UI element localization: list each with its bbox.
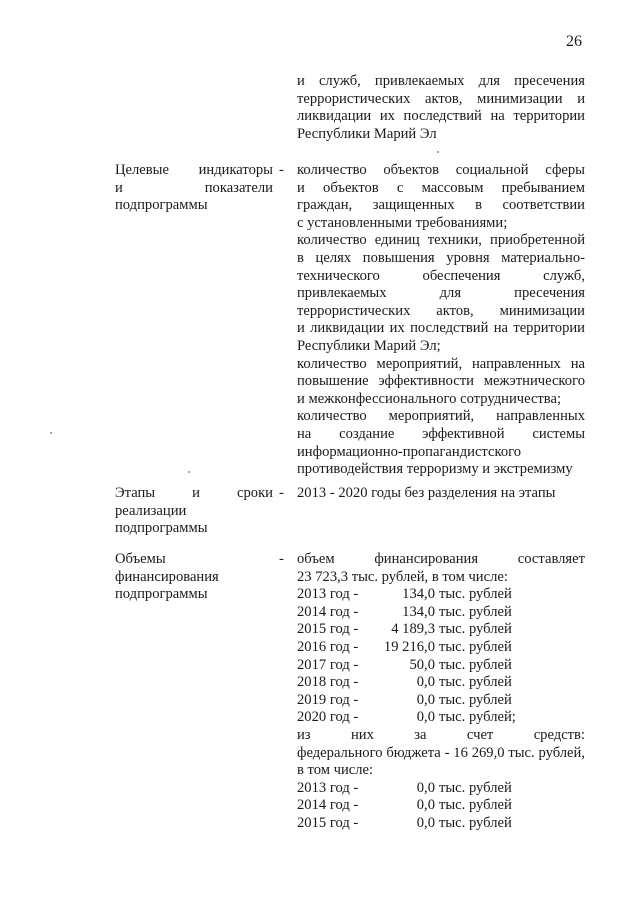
page-number: 26 (566, 33, 582, 50)
text-line: 2013 - 2020 годы без разделения на этапы (297, 485, 556, 501)
text-line: граждан, защищенных в соответствии (297, 197, 585, 214)
label-line: Целевые индикаторы (115, 162, 273, 178)
text-line: на создание эффективной системы (297, 425, 585, 442)
funding-year-row: 2015 год - 4 189,3 тыс. рублей (297, 621, 512, 638)
federal-year-row: 2015 год - 0,0 тыс. рублей (297, 814, 512, 831)
separator-dash: - (279, 162, 284, 178)
text-line: ликвидации их последствий на территории (297, 108, 585, 125)
funding-label (115, 551, 273, 604)
text-line: и служб, привлекаемых для пресечения (297, 73, 585, 89)
text-line: Республики Марий Эл; (297, 337, 441, 354)
text-line: 23 723,3 тыс. рублей, в том числе: (297, 568, 508, 585)
label-line: реализации (115, 502, 187, 519)
funding-year-row: 2013 год - 134,0 тыс. рублей (297, 586, 512, 603)
scan-speck (437, 151, 439, 153)
separator-dash: - (279, 551, 284, 567)
text-line: количество единиц техники, приобретенной (297, 232, 585, 249)
label-line: и показатели (115, 179, 273, 196)
text-line: из них за счет средств: (297, 726, 585, 743)
label-line: финансирования (115, 568, 219, 585)
federal-year-row: 2014 год - 0,0 тыс. рублей (297, 797, 512, 814)
funding-year-row: 2014 год - 134,0 тыс. рублей (297, 603, 512, 620)
label-line: подпрограммы (115, 520, 208, 537)
text-line: Республики Марий Эл (297, 125, 437, 142)
federal-years-list (297, 780, 585, 833)
text-line: террористических актов, минимизации (297, 302, 585, 319)
label-line: подпрограммы (115, 197, 208, 214)
text-line: в целях повышения уровня материально- (297, 249, 585, 266)
text-line: количество мероприятий, направленных на (297, 355, 585, 372)
federal-year-row: 2013 год - 0,0 тыс. рублей (297, 779, 512, 796)
text-line: объем финансирования составляет (297, 551, 585, 567)
stages-content (297, 485, 585, 503)
text-line: количество объектов социальной сферы (297, 162, 585, 178)
text-line: и межконфессионального сотрудничества; (297, 390, 562, 407)
label-line: Этапы и сроки (115, 485, 273, 501)
funding-year-row: 2016 год - 19 216,0 тыс. рублей (297, 638, 512, 655)
funding-years-list (297, 586, 585, 727)
text-line: привлекаемых для пресечения (297, 285, 585, 302)
indicators-label (115, 162, 273, 215)
separator-dash: - (279, 485, 284, 501)
text-line: и объектов с массовым пребыванием (297, 179, 585, 196)
text-line: повышение эффективности межэтнического (297, 373, 585, 390)
text-line: федерального бюджета - 16 269,0 тыс. рублей, (297, 744, 585, 761)
text-line: технического обеспечения служб, (297, 267, 585, 284)
funding-year-row: 2017 год - 50,0 тыс. рублей (297, 656, 512, 673)
text-line: и ликвидации их последствий на территории (297, 320, 585, 337)
scan-speck (188, 471, 190, 473)
text-line: с установленными требованиями; (297, 214, 508, 231)
text-line: в том числе: (297, 762, 374, 779)
text-line: информационно-пропагандистского (297, 443, 522, 460)
funding-year-row: 2018 год - 0,0 тыс. рублей (297, 674, 512, 691)
intro-text (297, 73, 585, 143)
label-line: подпрограммы (115, 586, 208, 603)
text-line: террористических актов, минимизации и (297, 90, 585, 107)
funding-year-row: 2020 год - 0,0 тыс. рублей; (297, 709, 516, 726)
funding-year-row: 2019 год - 0,0 тыс. рублей (297, 691, 512, 708)
text-line: количество мероприятий, направленных (297, 408, 585, 425)
indicators-content (297, 162, 585, 479)
stages-label (115, 485, 273, 538)
funding-content (297, 551, 585, 833)
text-line: противодействия терроризму и экстремизму (297, 461, 573, 478)
label-line: Объемы (115, 551, 166, 567)
scan-speck (50, 432, 52, 434)
